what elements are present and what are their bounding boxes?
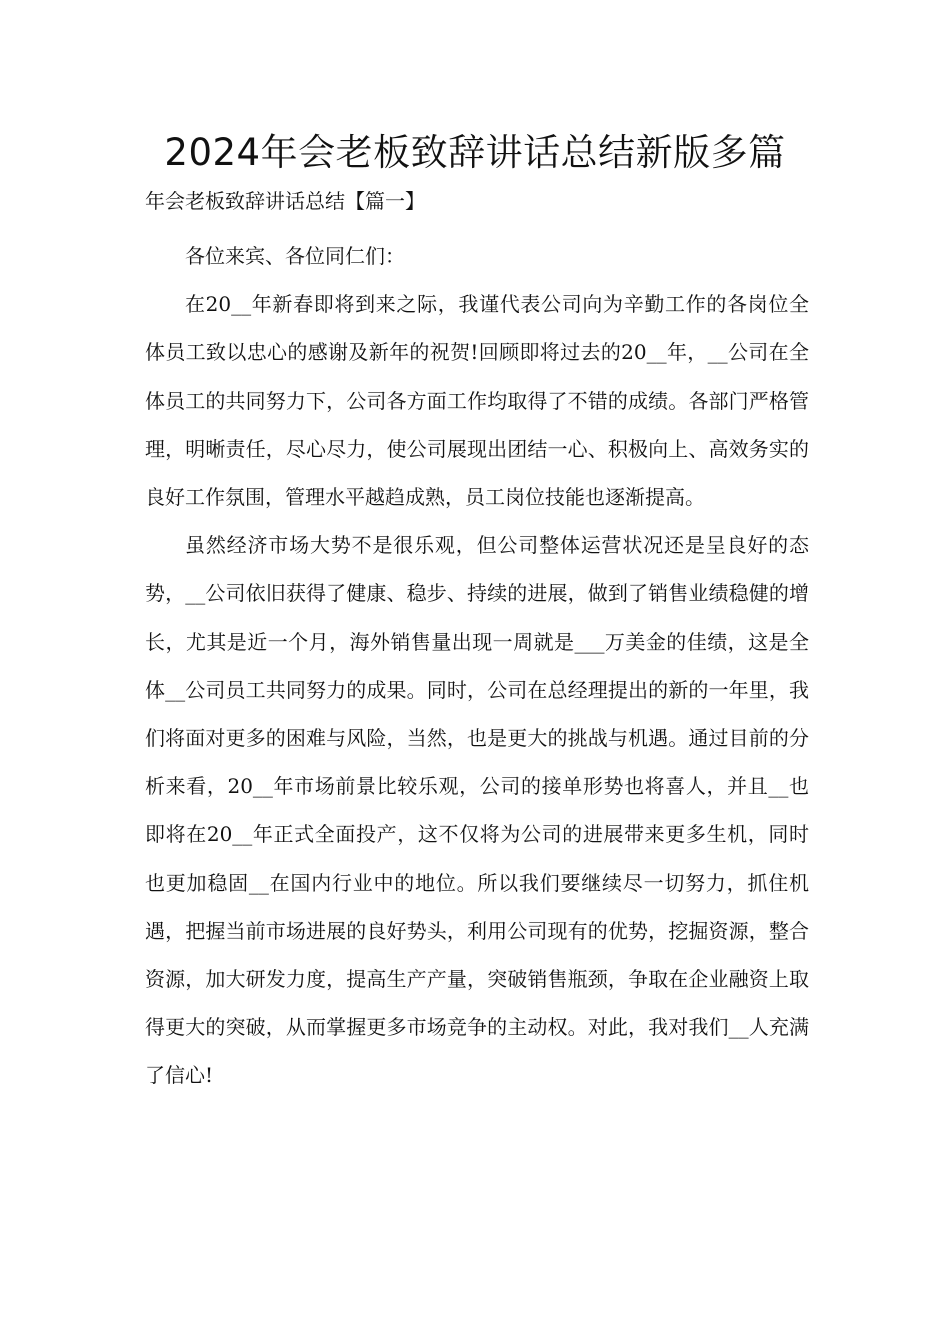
body-paragraph: 虽然经济市场大势不是很乐观，但公司整体运营状况还是呈良好的态势，__公司依旧获得了健康、稳步、持续的进展，做到了销售业绩稳健的增长，尤其是近一个月，海外销售量出现一周就是___万美金的佳绩，这是全体__公司员工共同努力的成果。同时，公司在总经理提出的新的一年里，我们将面对更多的困难与风险，当然，也是更大的挑战与机遇。通过目前的分析来看，20__年市场前景比较乐观，公司的接单形势也将喜人，并且__也即将在20__年正式全面投产，这不仅将为公司的进展带来更多生机，同时也更加稳固__在国内行业中的地位。所以我们要继续尽一切努力，抓住机遇，把握当前市场进展的良好势头，利用公司现有的优势，挖掘资源，整合资源，加大研发力度，提高生产产量，突破销售瓶颈，争取在企业融资上取得更大的突破，从而掌握更多市场竞争的主动权。对此，我对我们__人充满了信心! [145, 533, 809, 1088]
salutation-paragraph: 各位来宾、各位同仁们： [185, 244, 405, 268]
document-title: 2024年会老板致辞讲话总结新版多篇 [164, 131, 786, 174]
body-paragraph: 在20__年新春即将到来之际，我谨代表公司向为辛勤工作的各岗位全体员工致以忠心的感谢及新年的祝贺!回顾即将过去的20__年，__公司在全体员工的共同努力下，公司各方面工作均取得了不错的成绩。各部门严格管理，明晰责任，尽心尽力，使公司展现出团结一心、积极向上、高效务实的良好工作氛围，管理水平越趋成熟，员工岗位技能也逐渐提高。 [145, 292, 809, 510]
document-body [145, 232, 809, 1100]
section-heading: 年会老板致辞讲话总结【篇一】 [145, 189, 425, 213]
